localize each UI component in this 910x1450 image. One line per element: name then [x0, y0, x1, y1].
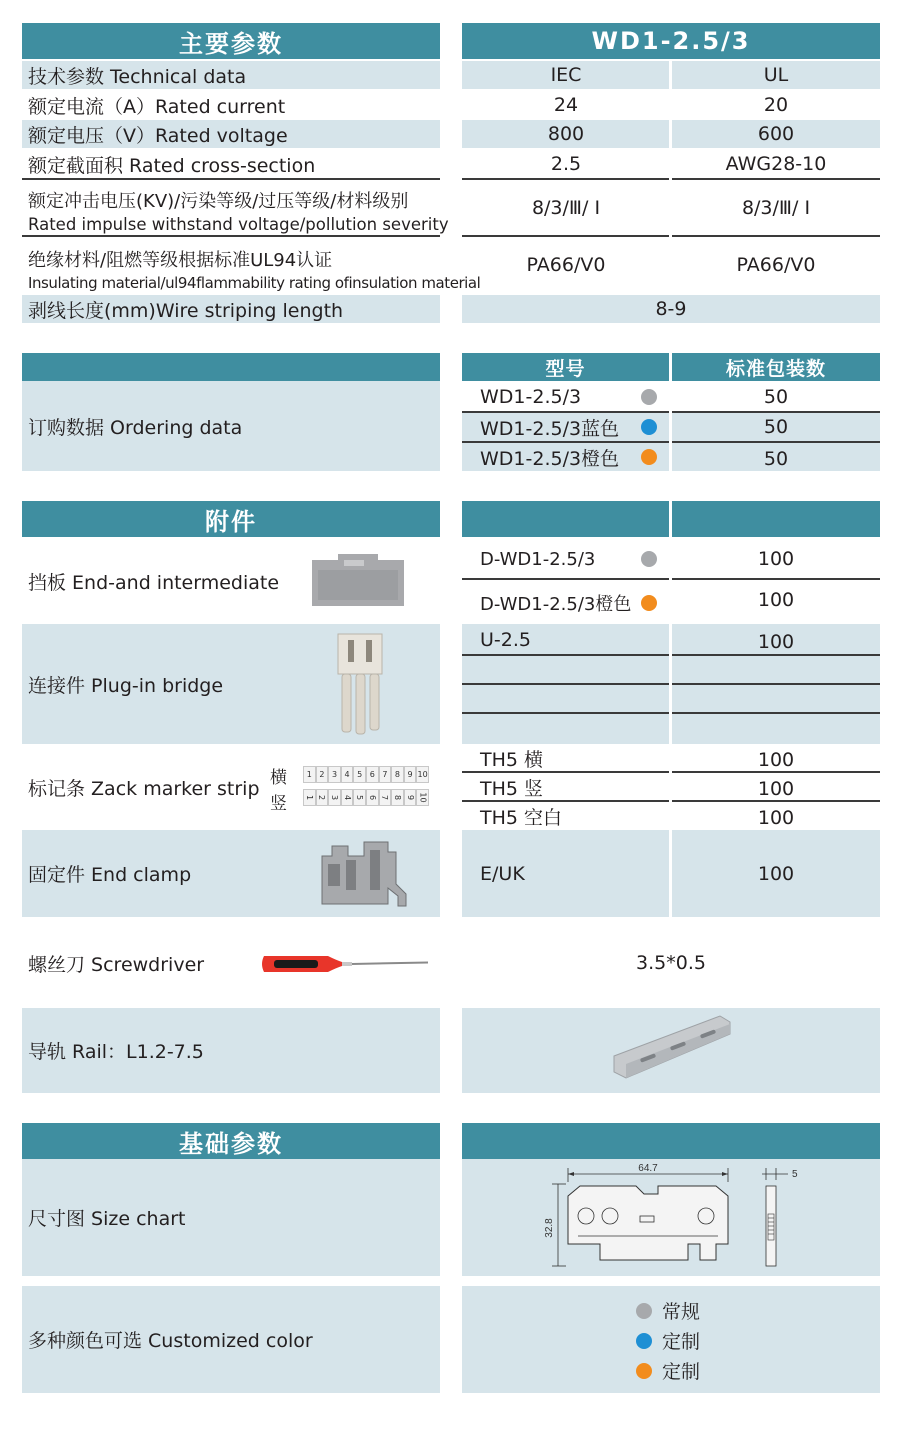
- col-pack-header: 标准包装数: [672, 353, 880, 381]
- insulation-label-cn: 绝缘材料/阻燃等级根据标准UL94认证: [28, 250, 333, 271]
- end-clamp-qty: 100: [757, 862, 795, 885]
- ordering-model: WD1-2.5/3橙色: [480, 447, 620, 470]
- marker-cell: 8: [391, 789, 404, 806]
- ordering-pack: 50: [763, 416, 789, 438]
- color-option: [636, 1357, 700, 1384]
- ordering-pack: 50: [763, 385, 789, 408]
- marker-model: TH5 竖: [480, 777, 544, 800]
- bridge-label: 连接件 Plug-in bridge: [28, 674, 224, 697]
- marker-cell: 2: [316, 789, 329, 806]
- rail-label: 导轨 Rail：L1.2-7.5: [22, 1008, 440, 1093]
- main-params-header: 主要参数: [22, 23, 440, 59]
- marker-cell: 6: [366, 789, 379, 806]
- blue-color-dot-icon: [636, 1333, 652, 1349]
- end-plate-qty: 100: [757, 548, 795, 570]
- ordering-model: WD1-2.5/3蓝色: [480, 417, 620, 440]
- marker-cell: 9: [404, 789, 417, 806]
- insulation-iec: PA66/V0: [526, 253, 606, 276]
- custom-color-label: 多种颜色可选 Customized color: [22, 1286, 440, 1393]
- insulation-label-en: Insulating material/ul94flammability rating ofinsulation material: [28, 274, 481, 292]
- screwdriver-label: 螺丝刀 Screwdriver: [28, 953, 205, 976]
- size-chart-drawing: [540, 1160, 810, 1272]
- impulse-label-en: Rated impulse withstand voltage/pollution severity: [28, 215, 449, 234]
- ul-header: UL: [763, 64, 789, 86]
- marker-model: TH5 横: [480, 748, 544, 771]
- marker-strip-horizontal: [303, 766, 429, 783]
- impulse-label: [28, 187, 449, 234]
- end-plate-item: [462, 542, 669, 576]
- marker-model: TH5 空白: [480, 806, 563, 829]
- size-chart-label: 尺寸图 Size chart: [22, 1159, 440, 1276]
- rail-image: [610, 1012, 734, 1088]
- iec-header: IEC: [550, 64, 582, 86]
- end-plate-model: D-WD1-2.5/3橙色: [480, 594, 632, 615]
- marker-horizontal-label: 横: [270, 768, 287, 788]
- cross-section-iec: 2.5: [550, 153, 582, 175]
- strip-length-value: 8-9: [462, 295, 880, 323]
- impulse-label-cn: 额定冲击电压(KV)/污染等级/过压等级/材料级别: [28, 191, 409, 212]
- marker-cell: 3: [328, 766, 341, 783]
- end-plate-item: [462, 586, 669, 620]
- basic-params-header: 基础参数: [22, 1123, 440, 1159]
- end-clamp-image: [318, 838, 413, 910]
- strip-length-label: 剥线长度(mm)Wire striping length: [22, 295, 440, 323]
- gray-color-dot-icon: [636, 1303, 652, 1319]
- model-header: WD1-2.5/3: [462, 23, 880, 59]
- col-model-header: 型号: [462, 353, 669, 381]
- rated-voltage-ul: 600: [757, 123, 795, 145]
- end-plate-image: [308, 550, 408, 610]
- cross-section-label: 额定截面积 Rated cross-section: [28, 154, 316, 177]
- marker-cell: 10: [416, 789, 429, 806]
- marker-cell: 10: [416, 766, 429, 783]
- color-option: [636, 1297, 700, 1324]
- dim-height-text: 32.8: [544, 1218, 555, 1238]
- ordering-pack: 50: [763, 448, 789, 470]
- end-plate-model: D-WD1-2.5/3: [480, 548, 596, 570]
- marker-cell: 9: [404, 766, 417, 783]
- orange-color-dot-icon: [641, 595, 657, 611]
- rated-current-iec: 24: [553, 94, 579, 116]
- end-plate-qty: 100: [757, 589, 795, 611]
- marker-strip-vertical: [303, 789, 429, 806]
- marker-cell: 8: [391, 766, 404, 783]
- bridge-model: U-2.5: [480, 629, 531, 651]
- insulation-label: [28, 246, 481, 292]
- marker-cell: 3: [328, 789, 341, 806]
- marker-qty: 100: [757, 749, 795, 771]
- accessories-header: 附件: [22, 501, 440, 537]
- plug-bridge-image: [330, 630, 390, 738]
- ordering-label: 订购数据 Ordering data: [22, 381, 440, 471]
- screwdriver-image: [258, 950, 433, 978]
- impulse-ul: 8/3/Ⅲ/ Ⅰ: [741, 196, 811, 219]
- ordering-row: [462, 443, 669, 471]
- dim-thickness-text: 5: [792, 1169, 798, 1180]
- color-option: [636, 1327, 700, 1354]
- orange-color-dot-icon: [641, 449, 657, 465]
- ordering-row: [462, 413, 669, 441]
- color-option-name: 定制: [662, 1331, 701, 1353]
- rated-voltage-iec: 800: [547, 123, 585, 145]
- screwdriver-value: 3.5*0.5: [636, 952, 706, 974]
- marker-label: 标记条 Zack marker strip: [28, 777, 260, 800]
- marker-cell: 4: [341, 789, 354, 806]
- ordering-row: [462, 382, 669, 411]
- rated-current-label: 额定电流（A）Rated current: [28, 95, 286, 118]
- dim-width-text: 64.7: [638, 1163, 658, 1174]
- marker-cell: 1: [303, 789, 316, 806]
- gray-color-dot-icon: [641, 551, 657, 567]
- marker-cell: 1: [303, 766, 316, 783]
- marker-qty: 100: [757, 778, 795, 800]
- color-option-name: 定制: [662, 1361, 701, 1383]
- rated-voltage-label: 额定电压（V）Rated voltage: [28, 124, 288, 147]
- marker-cell: 2: [316, 766, 329, 783]
- marker-cell: 6: [366, 766, 379, 783]
- rated-current-ul: 20: [763, 94, 789, 116]
- marker-cell: 5: [353, 789, 366, 806]
- orange-color-dot-icon: [636, 1363, 652, 1379]
- technical-data-label: 技术参数 Technical data: [28, 65, 247, 88]
- marker-cell: 5: [353, 766, 366, 783]
- gray-color-dot-icon: [641, 389, 657, 405]
- marker-cell: 7: [379, 789, 392, 806]
- cross-section-ul: AWG28-10: [725, 153, 827, 175]
- end-clamp-label: 固定件 End clamp: [28, 864, 192, 886]
- marker-qty: 100: [757, 807, 795, 829]
- impulse-iec: 8/3/Ⅲ/ Ⅰ: [531, 196, 601, 219]
- insulation-ul: PA66/V0: [736, 253, 816, 276]
- marker-cell: 4: [341, 766, 354, 783]
- marker-cell: 7: [379, 766, 392, 783]
- marker-vertical-label: 竖: [270, 794, 287, 814]
- blue-color-dot-icon: [641, 419, 657, 435]
- end-clamp-model: E/UK: [480, 862, 525, 885]
- ordering-model: WD1-2.5/3: [480, 385, 582, 408]
- color-option-name: 常规: [662, 1301, 701, 1323]
- bridge-qty: 100: [757, 631, 795, 653]
- end-plate-label: 挡板 End-and intermediate: [28, 571, 280, 594]
